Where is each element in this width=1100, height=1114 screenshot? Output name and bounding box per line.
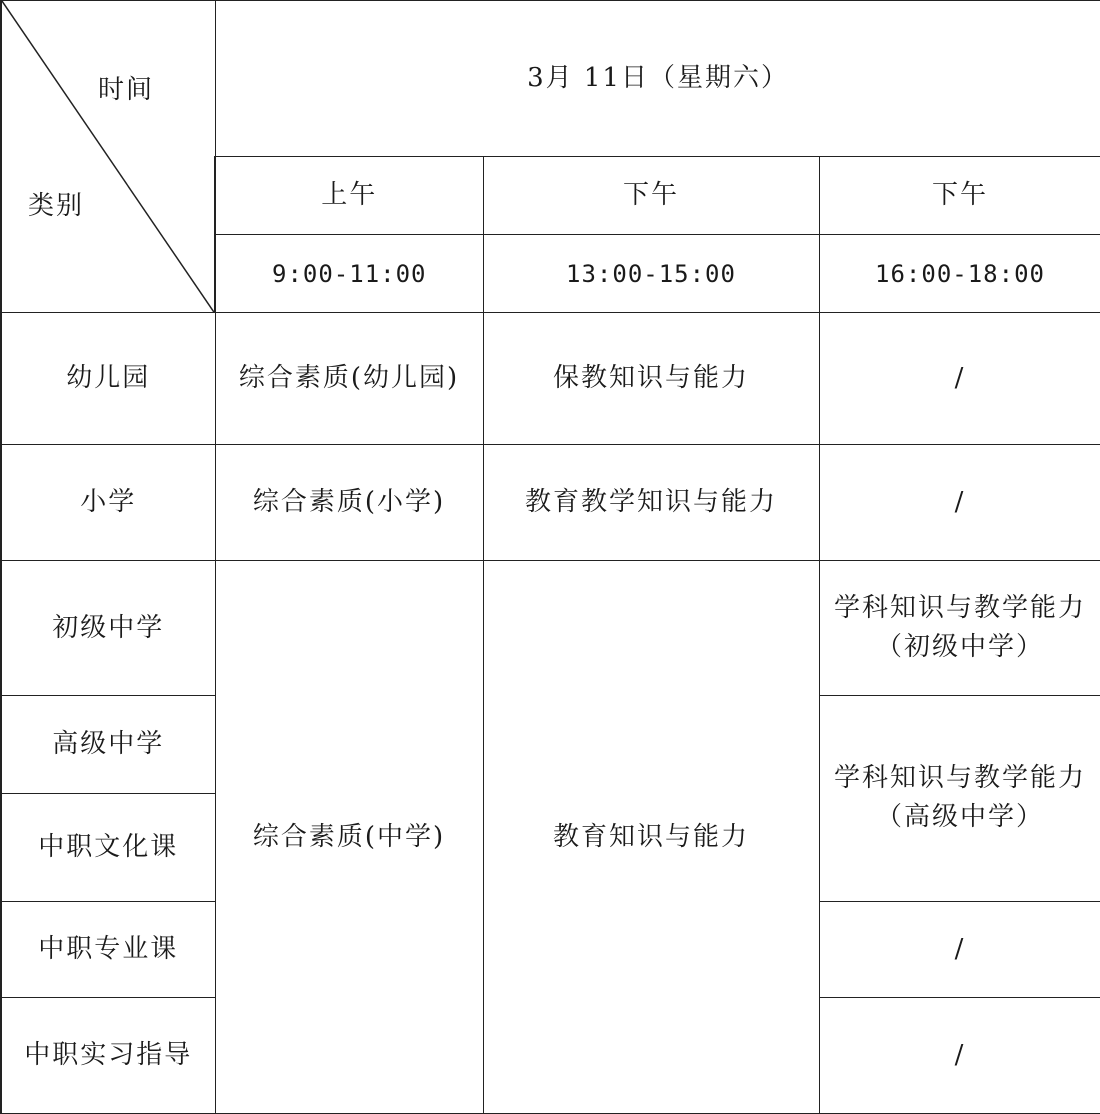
- subject-line: 学科知识与教学能力: [834, 763, 1087, 794]
- subject-cell-junior-high: [819, 561, 1100, 695]
- subject-cell: /: [819, 313, 1100, 445]
- session-period-afternoon-1: 下午: [483, 157, 819, 235]
- subject-cell-secondary-morning: 综合素质(中学): [215, 561, 483, 1114]
- table-row-junior-high: [1, 561, 1100, 695]
- corner-diagonal-line: [2, 1, 214, 312]
- category-vocational-internship: 中职实习指导: [1, 997, 215, 1113]
- category-primary: 小学: [1, 445, 215, 561]
- subject-cell: /: [819, 445, 1100, 561]
- category-kindergarten: 幼儿园: [1, 313, 215, 445]
- subject-line: （高级中学）: [876, 802, 1045, 833]
- subject-line: （初级中学）: [876, 632, 1045, 662]
- subject-cell: /: [819, 997, 1100, 1113]
- category-senior-high: 高级中学: [1, 695, 215, 793]
- category-vocational-culture: 中职文化课: [1, 793, 215, 901]
- session-period-morning: 上午: [215, 157, 483, 235]
- session-time-afternoon-1: 13:00-15:00: [483, 235, 819, 313]
- table-row-kindergarten: [1, 313, 1100, 445]
- corner-header-cell: [1, 1, 215, 313]
- corner-time-label: 时间: [98, 75, 155, 105]
- session-time-morning: 9:00-11:00: [215, 235, 483, 313]
- subject-cell: 综合素质(小学): [215, 445, 483, 561]
- subject-cell: 教育教学知识与能力: [483, 445, 819, 561]
- table-row-primary: [1, 445, 1100, 561]
- subject-cell-secondary-afternoon: 教育知识与能力: [483, 561, 819, 1114]
- category-junior-high: 初级中学: [1, 561, 215, 695]
- exam-date-header: 3月 11日（星期六）: [215, 1, 1100, 157]
- corner-category-label: 类别: [28, 191, 85, 221]
- subject-line: 学科知识与教学能力: [834, 593, 1087, 623]
- category-vocational-major: 中职专业课: [1, 901, 215, 997]
- subject-cell: /: [819, 901, 1100, 997]
- subject-cell-senior-high: [819, 695, 1100, 901]
- subject-cell: 综合素质(幼儿园): [215, 313, 483, 445]
- subject-cell: 保教知识与能力: [483, 313, 819, 445]
- session-period-afternoon-2: 下午: [819, 157, 1100, 235]
- session-time-afternoon-2: 16:00-18:00: [819, 235, 1100, 313]
